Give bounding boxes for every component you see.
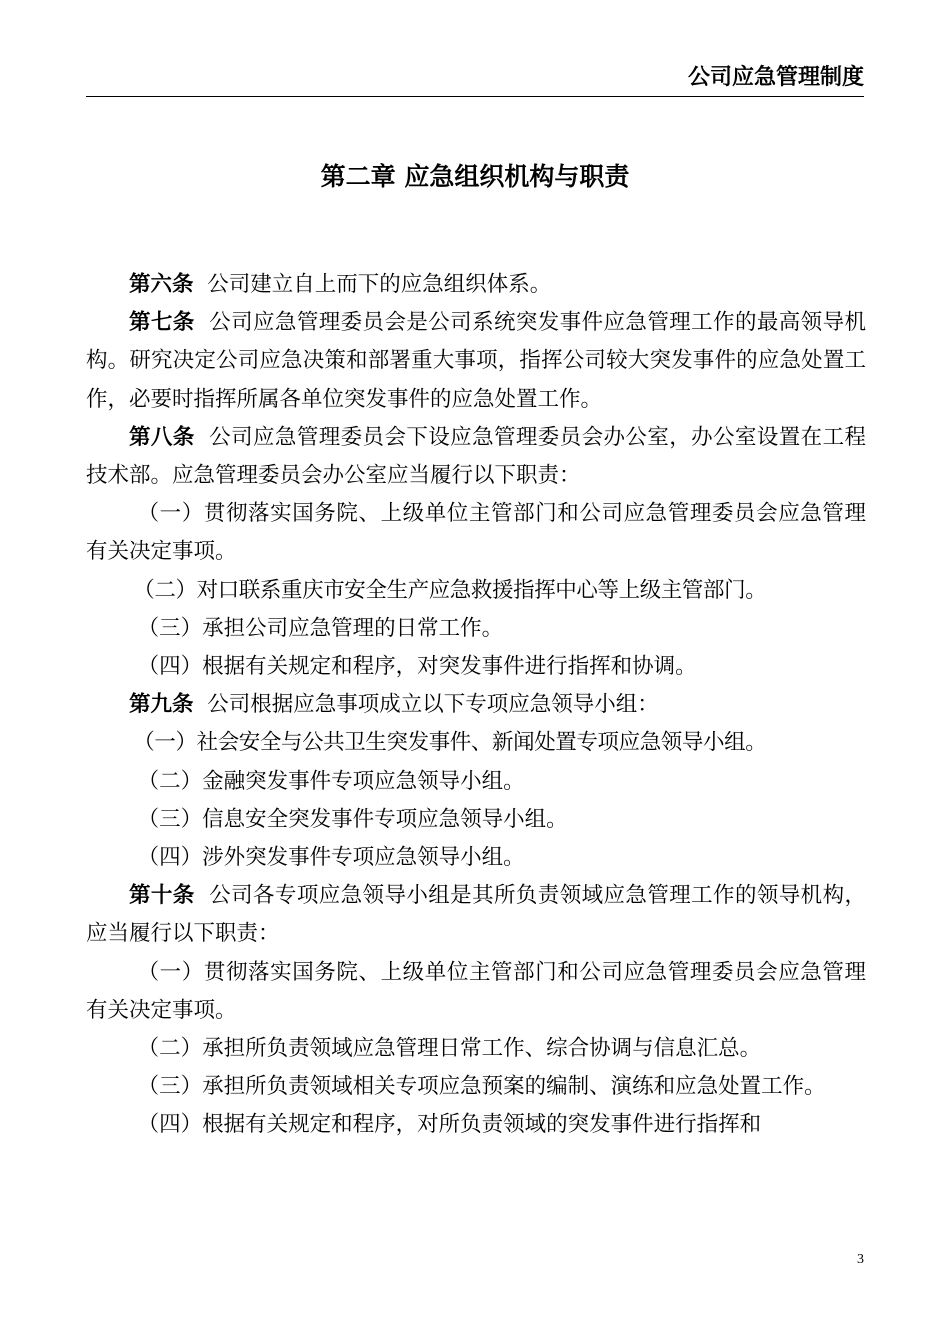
list-item: （一）贯彻落实国务院、上级单位主管部门和公司应急管理委员会应急管理有关决定事项。 (86, 501, 866, 565)
article-label: 第八条 (129, 424, 195, 450)
list-item: （二）金融突发事件专项应急领导小组。 (137, 768, 525, 794)
list-item: （一）社会安全与公共卫生突发事件、新闻处置专项应急领导小组。 (133, 730, 767, 756)
article-text: 公司根据应急事项成立以下专项应急领导小组： (207, 692, 659, 718)
document-body (86, 266, 866, 1145)
list-item: （二）承担所负责领域应急管理日常工作、综合协调与信息汇总。 (137, 1036, 762, 1062)
article-8 (86, 419, 866, 495)
article-label: 第七条 (129, 310, 195, 336)
article-text: 公司建立自上而下的应急组织体系。 (207, 272, 552, 297)
list-item: （三）承担公司应急管理的日常工作。 (137, 615, 504, 641)
article-text: 公司各专项应急领导小组是其所负责领域应急管理工作的领导机构，应当履行以下职责： (86, 883, 866, 947)
list-item: （三）承担所负责领域相关专项应急预案的编制、演练和应急处置工作。 (137, 1074, 826, 1100)
chapter-title: 第二章 应急组织机构与职责 (320, 162, 630, 191)
article-label: 第六条 (129, 272, 194, 297)
article-10 (86, 877, 866, 953)
list-item: （二）对口联系重庆市安全生产应急救援指挥中心等上级主管部门。 (133, 577, 767, 603)
article-text: 公司应急管理委员会下设应急管理委员会办公室，办公室设置在工程技术部。应急管理委员会办公室应当履行以下职责： (86, 424, 866, 489)
article-6 (86, 266, 866, 304)
list-item: （三）信息安全突发事件专项应急领导小组。 (137, 806, 568, 832)
list-item: （四）涉外突发事件专项应急领导小组。 (137, 845, 525, 871)
document-header-title: 公司应急管理制度 (687, 65, 864, 90)
list-item: （四）根据有关规定和程序，对所负责领域的突发事件进行指挥和 (137, 1112, 762, 1138)
article-9 (86, 686, 866, 724)
list-item: （一）贯彻落实国务院、上级单位主管部门和公司应急管理委员会应急管理有关决定事项。 (86, 959, 866, 1023)
article-7 (86, 304, 866, 419)
header-divider (86, 96, 864, 97)
list-item: （四）根据有关规定和程序，对突发事件进行指挥和协调。 (137, 654, 697, 680)
article-label: 第十条 (129, 883, 195, 909)
article-text: 公司应急管理委员会是公司系统突发事件应急管理工作的最高领导机构。研究决定公司应急决策和部署重大事项，指挥公司较大突发事件的应急处置工作，必要时指挥所属各单位突发事件的应急处置工作。 (86, 310, 866, 412)
article-label: 第九条 (129, 692, 194, 718)
page-number: 3 (857, 1252, 864, 1267)
